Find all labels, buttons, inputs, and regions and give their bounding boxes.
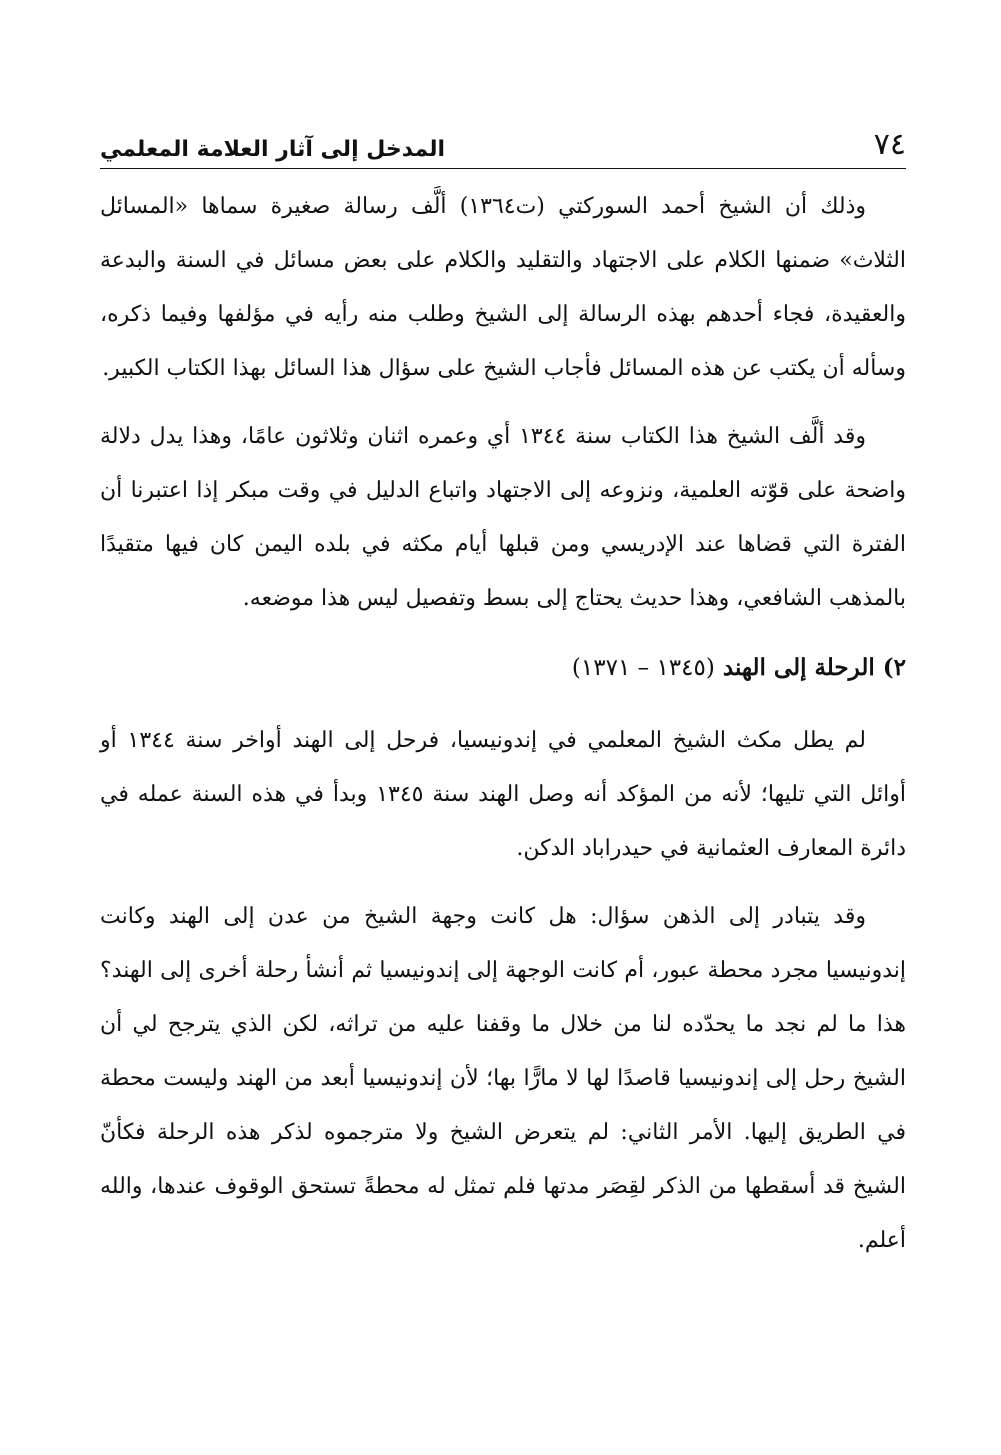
paragraph: وقد يتبادر إلى الذهن سؤال: هل كانت وجهة الشيخ من عدن إلى الهند وكانت إندونيسيا مجرد محطة عبور، أم كانت الوجهة إلى إندونيسيا ثم أنشأ رحلة أخرى إلى الهند؟ هذا ما لم نجد ما يحدّده لنا من خلال ما وقفنا عليه من تراثه، لكن الذي يترجح لي أن الشيخ رحل إلى إندونيسيا قاصدًا لها لا مارًّا بها؛ لأن إندونيسيا أبعد من الهند وليست محطة في الطريق إليها. الأمر الثاني: لم يتعرض الشيخ ولا مترجموه لذكر هذه الرحلة فكأنّ الشيخ قد أسقطها من الذكر لقِصَر مدتها فلم تمثل له محطةً تستحق الوقوف عندها، والله أعلم. xyxy=(100,904,906,1253)
paragraph: لم يطل مكث الشيخ المعلمي في إندونيسيا، فرحل إلى الهند أواخر سنة ١٣٤٤ أو أوائل التي تليها؛ لأنه من المؤكد أنه وصل الهند سنة ١٣٤٥ وبدأ في هذه السنة عمله في دائرة المعارف العثمانية في حيدراباد الدكن. xyxy=(100,728,906,861)
section-years: (١٣٤٥ – ١٣٧١) xyxy=(571,655,715,681)
page-number: ٧٤ xyxy=(873,127,906,162)
paragraph: وقد ألَّف الشيخ هذا الكتاب سنة ١٣٤٤ أي وعمره اثنان وثلاثون عامًا، وهذا يدل دلالة واضحة على قوّته العلمية، ونزوعه إلى الاجتهاد واتباع الدليل في وقت مبكر إذا اعتبرنا أن الفترة التي قضاها عند الإدريسي ومن قبلها أيام مكثه في بلده اليمن كان فيها متقيدًا بالمذهب الشافعي، وهذا حديث يحتاج إلى بسط وتفصيل ليس هذا موضعه. xyxy=(100,424,906,611)
section-title: الرحلة إلى الهند xyxy=(722,654,875,681)
body-text xyxy=(100,180,906,1268)
section-heading xyxy=(100,644,906,692)
header-divider xyxy=(100,168,906,169)
running-header xyxy=(100,122,906,162)
section-number: ٢) xyxy=(882,654,906,681)
running-title: المدخل إلى آثار العلامة المعلمي xyxy=(100,137,446,162)
paragraph: وذلك أن الشيخ أحمد السوركتي (ت١٣٦٤) ألَّف رسالة صغيرة سماها «المسائل الثلاث» ضمنها الكلام على الاجتهاد والتقليد والكلام على بعض مسائل في السنة والبدعة والعقيدة، فجاء أحدهم بهذه الرسالة إلى الشيخ وطلب منه رأيه في مؤلفها وفيما ذكره، وسأله أن يكتب عن هذه المسائل فأجاب الشيخ على سؤال هذا السائل بهذا الكتاب الكبير. xyxy=(100,194,906,381)
